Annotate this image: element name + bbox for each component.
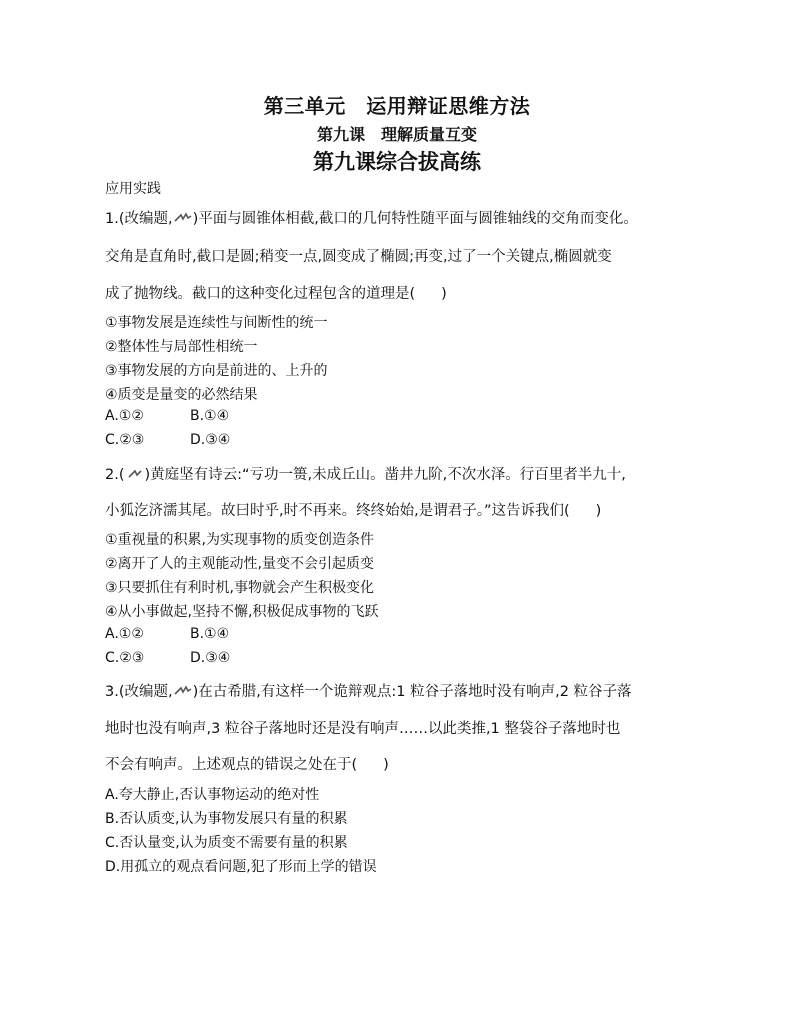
q1-line-2: 交角是直角时,截口是圆;稍变一点,圆变成了椭圆;再变,过了一个关键点,椭圆就变 xyxy=(105,249,612,265)
difficulty-star-icon xyxy=(173,212,193,224)
q3-choice-b: B.否认质变,认为事物发展只有量的积累 xyxy=(105,811,348,827)
q2-statement-1: ①重视量的积累,为实现事物的质变创造条件 xyxy=(105,532,374,548)
q1-choice-b: B.①④ xyxy=(190,408,230,424)
q2-statement-3: ③只要抓住有利时机,事物就会产生积极变化 xyxy=(105,580,374,596)
q1-line-1: 1.(改编题, )平面与圆锥体相截,截口的几何特性随平面与圆锥轴线的交角而变化。 xyxy=(105,211,638,227)
q1-statement-4: ④质变是量变的必然结果 xyxy=(105,387,258,403)
exercise-title: 第九课综合拔高练 xyxy=(313,150,481,174)
q2-choice-d: D.③④ xyxy=(190,650,231,666)
difficulty-star-icon xyxy=(125,468,145,480)
q2-choice-c: C.②③ xyxy=(105,650,145,666)
q3-line-3: 不会有响声。上述观点的错误之处在于( ) xyxy=(105,757,389,773)
lesson-title: 第九课 理解质量互变 xyxy=(316,125,477,144)
q1-choice-d: D.③④ xyxy=(190,432,231,448)
q1-choice-c: C.②③ xyxy=(105,432,145,448)
q1-line-3: 成了抛物线。截口的这种变化过程包含的道理是( ) xyxy=(105,286,447,302)
q3-choice-a: A.夸大静止,否认事物运动的绝对性 xyxy=(105,787,320,803)
q1-statement-1: ①事物发展是连续性与间断性的统一 xyxy=(105,315,328,331)
unit-title: 第三单元 运用辩证思维方法 xyxy=(263,94,531,118)
q2-choice-a: A.①② xyxy=(105,626,144,642)
difficulty-star-icon xyxy=(173,685,193,697)
q3-line-2: 地时也没有响声,3 粒谷子落地时还是没有响声……以此类推,1 整袋谷子落地时也 xyxy=(105,721,621,737)
q3-choice-d: D.用孤立的观点看问题,犯了形而上学的错误 xyxy=(105,859,377,875)
q2-choice-b: B.①④ xyxy=(190,626,230,642)
q1-choice-a: A.①② xyxy=(105,408,144,424)
q2-statement-2: ②离开了人的主观能动性,量变不会引起质变 xyxy=(105,556,374,572)
section-label: 应用实践 xyxy=(105,181,161,197)
q2-statement-4: ④从小事做起,坚持不懈,积极促成事物的飞跃 xyxy=(105,604,379,620)
q2-line-2: 小狐汔济濡其尾。故曰时乎,时不再来。终终始始,是谓君子。”这告诉我们( ) xyxy=(105,503,602,519)
q2-line-1: 2.( )黄庭坚有诗云:“亏功一篑,未成丘山。凿井九阶,不次水泽。行百里者半九十, xyxy=(105,467,626,483)
q1-statement-2: ②整体性与局部性相统一 xyxy=(105,339,258,355)
q3-choice-c: C.否认量变,认为质变不需要有量的积累 xyxy=(105,835,348,851)
q1-statement-3: ③事物发展的方向是前进的、上升的 xyxy=(105,363,328,379)
q3-line-1: 3.(改编题, )在古希腊,有这样一个诡辩观点:1 粒谷子落地时没有响声,2 粒谷子落 xyxy=(105,684,632,700)
